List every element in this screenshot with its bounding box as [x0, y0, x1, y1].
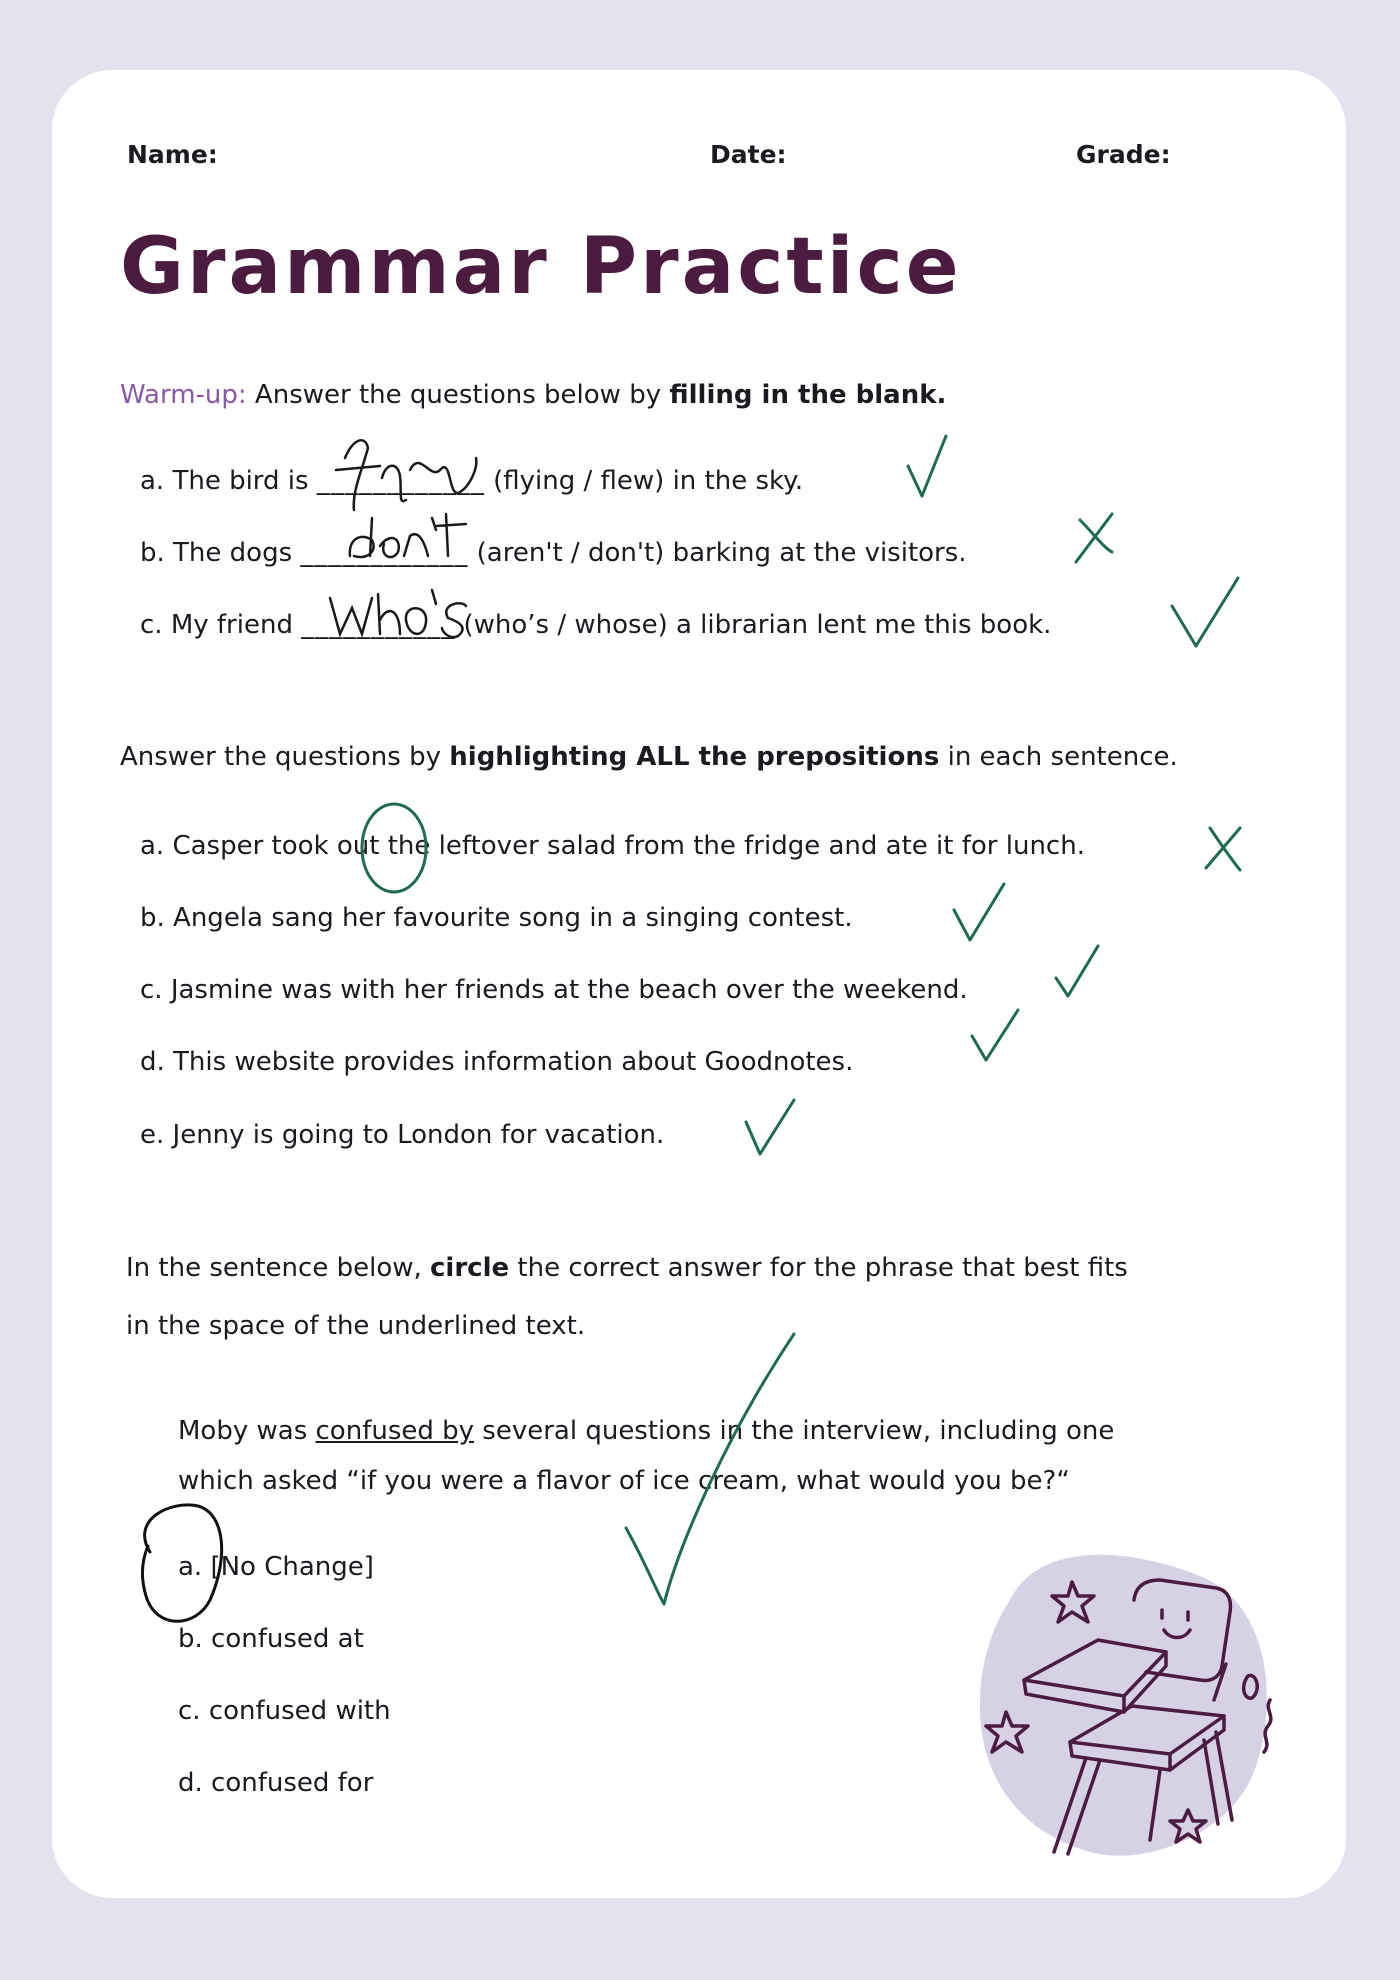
warmup-item-b [140, 538, 967, 568]
highlighted-word[interactable]: in [589, 903, 614, 933]
highlighted-word[interactable]: for [961, 831, 998, 861]
instruction-text: in each sentence. [939, 742, 1178, 772]
item-text: Angela sang her favourite song [173, 903, 590, 933]
circle-instruction-line1 [126, 1253, 1128, 1283]
item-label: e. [140, 1120, 165, 1150]
instruction-text: In the sentence below, [126, 1253, 431, 1283]
item-text: b. The dogs [140, 538, 301, 568]
highlighted-word[interactable]: from [624, 831, 685, 861]
highlighted-word[interactable]: with [340, 975, 396, 1005]
item-text: This website provides information [173, 1047, 622, 1077]
answer-blank[interactable]: ___________ [301, 610, 456, 640]
item-text: lunch. [997, 831, 1085, 861]
item-text: (aren't / don't) barking at the visitors. [468, 538, 967, 568]
grade-label: Grade: [1076, 140, 1171, 169]
preposition-item-c [140, 975, 968, 1005]
item-label: a. [140, 831, 165, 861]
sentence-text: Moby was [178, 1416, 316, 1446]
preposition-item-a [140, 831, 1085, 861]
preposition-item-b [140, 903, 853, 933]
preposition-item-d [140, 1047, 853, 1077]
item-text: (flying / flew) in the sky. [484, 466, 804, 496]
item-text: a. The bird is [140, 466, 317, 496]
preposition-item-e [140, 1120, 664, 1150]
question-sentence-line2: which asked “if you were a flavor of ice cream, what would you be?“ [178, 1466, 1070, 1496]
option-b[interactable]: b. confused at [178, 1624, 364, 1654]
warmup-label: Warm-up: [120, 380, 247, 410]
item-text: (who’s / whose) a librarian lent me this book. [455, 610, 1052, 640]
item-text: a singing contest. [613, 903, 853, 933]
item-label: b. [140, 903, 165, 933]
answer-blank[interactable]: ____________ [316, 466, 485, 496]
sentence-text: several questions in the interview, including one [474, 1416, 1115, 1446]
item-text: vacation. [536, 1120, 665, 1150]
item-text: the beach over the weekend. [579, 975, 968, 1005]
item-text: Goodnotes. [696, 1047, 854, 1077]
option-a[interactable]: a. [No Change] [178, 1552, 374, 1582]
option-d[interactable]: d. confused for [178, 1768, 374, 1798]
warmup-item-c [140, 610, 1051, 640]
highlighted-word[interactable]: for [500, 1120, 537, 1150]
instruction-text: Answer the questions by [120, 742, 450, 772]
answer-blank[interactable]: ____________ [300, 538, 469, 568]
page-title: Grammar Practice [120, 222, 962, 312]
item-text: Jenny is going to London [172, 1120, 501, 1150]
item-label: d. [140, 1047, 165, 1077]
circle-instruction-line2: in the space of the underlined text. [126, 1311, 586, 1341]
item-text: the fridge and ate it [684, 831, 962, 861]
question-sentence-line1 [178, 1416, 1114, 1446]
instruction-text: the correct answer for the phrase that best fits [509, 1253, 1128, 1283]
item-text: her friends [395, 975, 554, 1005]
item-text: Jasmine was [170, 975, 341, 1005]
warmup-item-a [140, 466, 803, 496]
instruction-bold: circle [430, 1253, 510, 1283]
warmup-bold: filling in the blank. [669, 380, 947, 410]
name-label: Name: [127, 140, 218, 169]
instruction-bold: highlighting ALL the prepositions [449, 742, 940, 772]
item-text: c. My friend [140, 610, 302, 640]
underlined-phrase: confused by [315, 1416, 475, 1446]
date-label: Date: [710, 140, 787, 169]
item-text: Casper took out the leftover salad [172, 831, 625, 861]
prepositions-instruction [120, 742, 1178, 772]
warmup-instruction [120, 380, 946, 410]
warmup-text: Answer the questions below by [246, 380, 670, 410]
item-label: c. [140, 975, 163, 1005]
option-c[interactable]: c. confused with [178, 1696, 391, 1726]
highlighted-word[interactable]: at [553, 975, 580, 1005]
highlighted-word[interactable]: about [621, 1047, 697, 1077]
